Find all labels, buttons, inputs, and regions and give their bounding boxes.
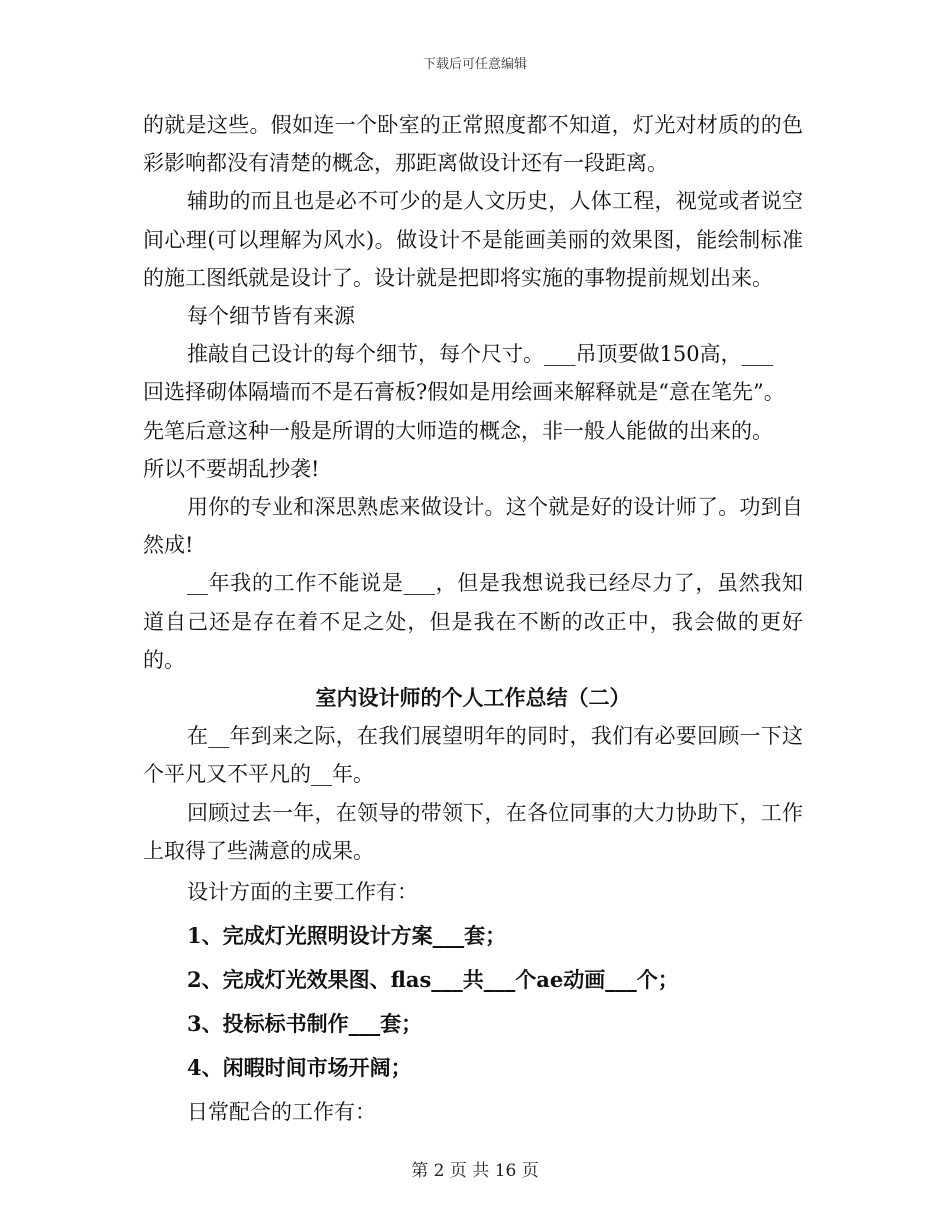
document-body (143, 106, 803, 1134)
paragraph: 的就是这些。假如连一个卧室的正常照度都不知道，灯光对材质的的色彩影响都没有清楚的概念，那距离做设计还有一段距离。 (143, 113, 803, 176)
list-item: 2、完成灯光效果图、flas___共___个ae动画___个； (187, 967, 679, 993)
paragraph-line: 推敲自己设计的每个细节，每个尺寸。___吊顶要做150高，___ (187, 342, 774, 367)
paragraph: __年我的工作不能说是___，但是我想说我已经尽力了，虽然我知道自己还是存在着不足之处，但是我在不断的改正中，我会做的更好的。 (143, 571, 803, 672)
list-item: 1、完成灯光照明设计方案___套； (187, 923, 507, 949)
page-footer: 第 2 页 共 16 页 (411, 1161, 539, 1181)
paragraph-line: 先笔后意这种一般是所谓的大师造的概念，非一般人能做的出来的。 (143, 418, 773, 443)
paragraph: 设计方面的主要工作有： (187, 880, 418, 905)
paragraph-line: 所以不要胡乱抄袭! (143, 456, 320, 481)
list-item: 3、投标标书制作___套； (187, 1011, 423, 1037)
section-title: 室内设计师的个人工作总结（二） (315, 685, 631, 711)
paragraph: 在__年到来之际，在我们展望明年的同时，我们有必要回顾一下这个平凡又不平凡的__年。 (143, 724, 803, 787)
paragraph-line: 回选择砌体隔墙而不是石膏板?假如是用绘画来解释就是“意在笔先”。 (143, 380, 785, 405)
page-header: 下载后可任意编辑 (422, 57, 527, 72)
paragraph: 辅助的而且也是必不可少的是人文历史，人体工程，视觉或者说空间心理(可以理解为风水)。做设计不是能画美丽的效果图，能绘制标准的施工图纸就是设计了。设计就是把即将实施的事物提前规划出来。 (143, 189, 803, 290)
paragraph: 日常配合的工作有： (187, 1100, 376, 1125)
paragraph: 用你的专业和深思熟虑来做设计。这个就是好的设计师了。功到自然成! (143, 495, 803, 558)
paragraph: 回顾过去一年，在领导的带领下，在各位同事的大力协助下，工作上取得了些满意的成果。 (143, 800, 803, 863)
subheading: 每个细节皆有来源 (187, 304, 355, 329)
list-item: 4、闲暇时间市场开阔； (187, 1055, 412, 1081)
